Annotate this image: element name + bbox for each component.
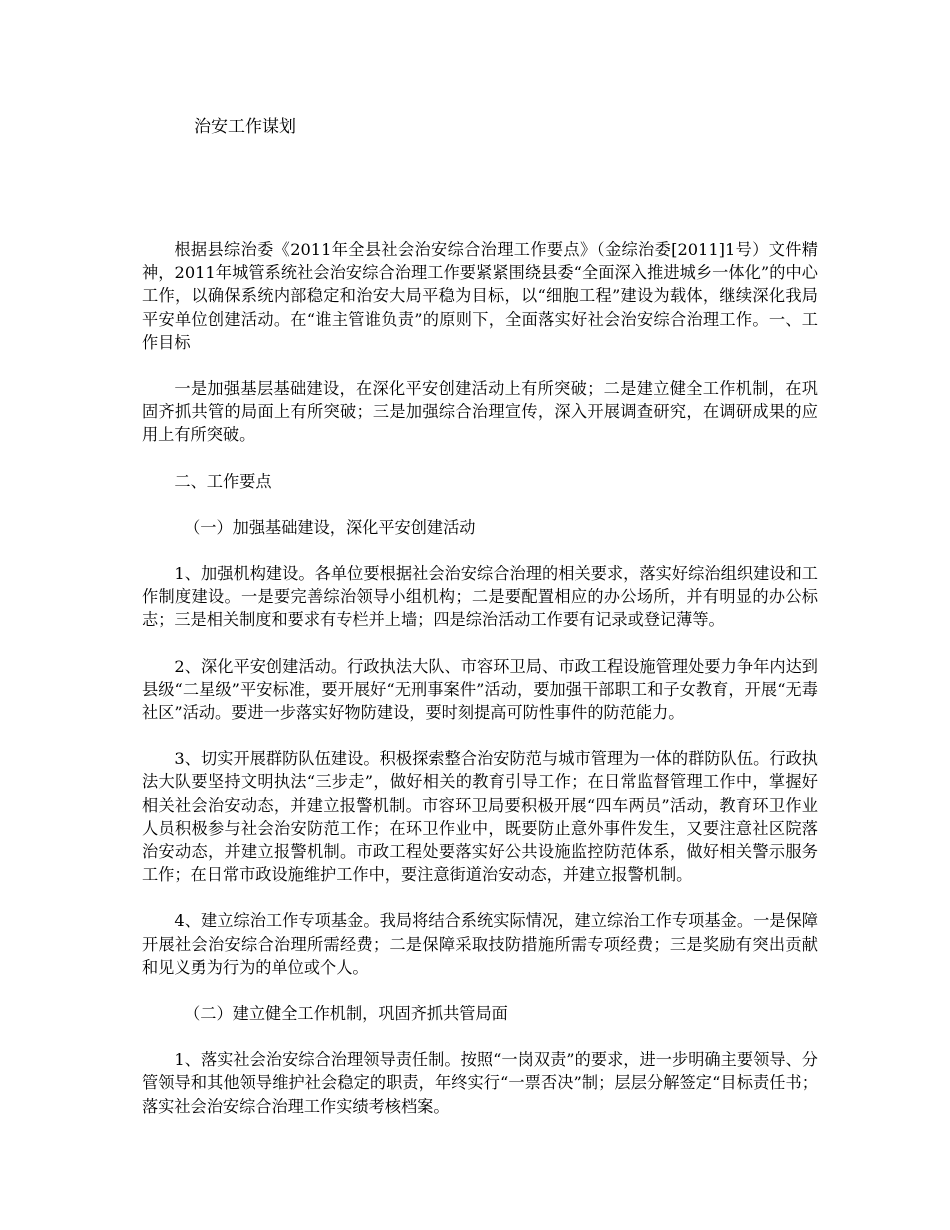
item-paragraph-4: 4、建立综治工作专项基金。我局将结合系统实际情况，建立综治工作专项基金。一是保障开展社会治安综合治理所需经费；二是保障采取技防措施所需专项经费；三是奖励有突出贡献和见义勇为行为的单位或个人。 — [142, 911, 818, 977]
goals-paragraph: 一是加强基层基础建设，在深化平安创建活动上有所突破；二是建立健全工作机制，在巩固齐抓共管的局面上有所突破；三是加强综合治理宣传，深入开展调查研究，在调研成果的应用上有所突破。 — [142, 379, 818, 445]
item-paragraph-2: 2、深化平安创建活动。行政执法大队、市容环卫局、市政工程设施管理处要力争年内达到县级“二星级”平安标准，要开展好“无刑事案件”活动，要加强干部职工和子女教育，开展“无毒社区”活动。要进一步落实好物防建设，要时刻提高可防性事件的防范能力。 — [142, 656, 818, 723]
document-body — [142, 238, 818, 1141]
item-paragraph-5: 1、落实社会治安综合治理领导责任制。按照“一岗双责”的要求，进一步明确主要领导、分管领导和其他领导维护社会稳定的职责，年终实行“一票否决”制；层层分解签定“目标责任书；落实社会治安综合治理工作实绩考核档案。 — [142, 1050, 818, 1116]
subsection-heading-2: （二）建立健全工作机制，巩固齐抓共管局面 — [184, 1004, 508, 1024]
item-paragraph-1: 1、加强机构建设。各单位要根据社会治安综合治理的相关要求，落实好综治组织建设和工作制度建设。一是要完善综治领导小组机构；二是要配置相应的办公场所，并有明显的办公标志；三是相关制度和要求有专栏并上墙；四是综治活动工作要有记录或登记薄等。 — [142, 564, 818, 630]
item-paragraph-3: 3、切实开展群防队伍建设。积极探索整合治安防范与城市管理为一体的群防队伍。行政执法大队要坚持文明执法“三步走”，做好相关的教育引导工作；在日常监督管理工作中，掌握好相关社会治安动态，并建立报警机制。市容环卫局要积极开展“四车两员”活动，教育环卫作业人员积极参与社会治安防范工作；在环卫作业中，既要防止意外事件发生，又要注意社区院落治安动态，并建立报警机制。市政工程处要落实好公共设施监控防范体系，做好相关警示服务工作；在日常市政设施维护工作中，要注意街道治安动态，并建立报警机制。 — [142, 749, 818, 885]
document-title: 治安工作谋划 — [194, 117, 296, 137]
subsection-heading-1: （一）加强基础建设，深化平安创建活动 — [184, 517, 476, 537]
section-heading-key-points: 二、工作要点 — [174, 471, 272, 491]
intro-paragraph: 根据县综治委《2011年全县社会治安综合治理工作要点》（金综治委[2011]1号）文件精神，2011年城管系统社会治安综合治理工作要紧紧围绕县委“全面深入推进城乡一体化”的中心工作，以确保系统内部稳定和治安大局平稳为目标，以“细胞工程”建设为载体，继续深化我局平安单位创建活动。在“谁主管谁负责”的原则下，全面落实好社会治安综合治理工作。一、工作目标 — [142, 240, 818, 352]
